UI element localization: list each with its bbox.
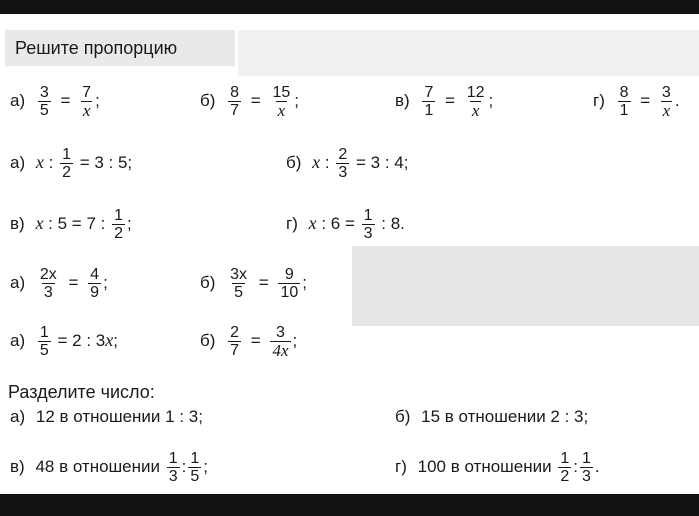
gray-block [352, 246, 699, 326]
fraction: $\frac{3x}{5}$ [230, 266, 248, 301]
item-label: а) [10, 407, 26, 426]
worksheet-page [0, 14, 699, 494]
fraction: $\frac{3}{4x}$ [272, 324, 289, 360]
fraction: $\frac{3}{x}$ [661, 84, 671, 120]
item-label: б) [395, 407, 411, 426]
task-4a: а) $\frac{2x}{3}$ = $\frac{4}{9}$ ; [10, 266, 108, 301]
task-3g: г) x : 6 = $\frac{1}{3}$ : 8. [286, 207, 405, 242]
task-1a: а) $\frac{3}{5}$ = $\frac{7}{x}$ ; [10, 84, 100, 120]
fraction: $\frac{1}{5}$ [39, 324, 49, 359]
task-2b: б) x : $\frac{2}{3}$ = 3 : 4; [286, 146, 409, 181]
item-label: в) [395, 90, 410, 110]
fraction: $\frac{2x}{3}$ [39, 266, 57, 301]
item-label: г) [395, 456, 407, 476]
divide-g: г) 100 в отношении $\frac{1}{2}$ : $\frac{1}{3}$ . [395, 450, 600, 485]
task-5b: б) $\frac{2}{7}$ = $\frac{3}{4x}$ ; [200, 324, 298, 360]
fraction: $\frac{9}{10}$ [280, 266, 299, 301]
fraction: $\frac{1}{2}$ [114, 207, 123, 242]
section-heading: Разделите число: [8, 382, 155, 402]
task-4b: б) $\frac{3x}{5}$ = $\frac{9}{10}$ ; [200, 266, 307, 301]
item-label: б) [200, 330, 216, 350]
fraction: $\frac{1}{3}$ [582, 450, 591, 485]
fraction: $\frac{1}{2}$ [560, 450, 570, 485]
item-label: а) [10, 90, 26, 110]
task-5a: а) $\frac{1}{5}$ = 2 : 3x; [10, 324, 118, 359]
item-label: г) [286, 213, 298, 233]
item-label: а) [10, 272, 26, 292]
item-label: в) [10, 456, 25, 476]
item-label: г) [593, 90, 605, 110]
divide-b: б) 15 в отношении 2 : 3; [395, 407, 589, 426]
task-2a: а) x : $\frac{1}{2}$ = 3 : 5; [10, 146, 133, 181]
task-1b: б) $\frac{8}{7}$ = $\frac{15}{x}$ ; [200, 84, 299, 120]
fraction: $\frac{8}{1}$ [619, 84, 629, 119]
divide-a: а) 12 в отношении 1 : 3; [10, 407, 203, 426]
item-label: в) [10, 213, 25, 233]
item-label: б) [286, 152, 302, 172]
item-label: б) [200, 90, 216, 110]
fraction: $\frac{12}{x}$ [466, 84, 485, 120]
fraction: $\frac{8}{7}$ [230, 84, 240, 119]
fraction: $\frac{4}{9}$ [90, 266, 100, 301]
item-label: б) [200, 272, 216, 292]
gray-band-top [238, 30, 699, 76]
task-1g: г) $\frac{8}{1}$ = $\frac{3}{x}$ . [593, 84, 680, 120]
fraction: $\frac{1}{2}$ [62, 146, 71, 181]
fraction: $\frac{1}{5}$ [190, 450, 200, 485]
task-3v: в) x : 5 = 7 : $\frac{1}{2}$ ; [10, 207, 132, 242]
fraction: $\frac{7}{1}$ [424, 84, 434, 119]
page-title: Решите пропорцию [15, 38, 178, 58]
item-label: а) [10, 330, 26, 350]
fraction: $\frac{2}{7}$ [230, 324, 240, 359]
fraction: $\frac{7}{x}$ [82, 84, 92, 120]
item-label: а) [10, 152, 26, 172]
fraction: $\frac{1}{3}$ [363, 207, 373, 242]
fraction: $\frac{15}{x}$ [272, 84, 291, 120]
task-1v: в) $\frac{7}{1}$ = $\frac{12}{x}$ ; [395, 84, 494, 120]
fraction: $\frac{1}{3}$ [168, 450, 178, 485]
divide-v: в) 48 в отношении $\frac{1}{3}$ : $\frac{1}{5}$ ; [10, 450, 209, 485]
fraction: $\frac{3}{5}$ [39, 84, 49, 119]
fraction: $\frac{2}{3}$ [338, 146, 348, 181]
